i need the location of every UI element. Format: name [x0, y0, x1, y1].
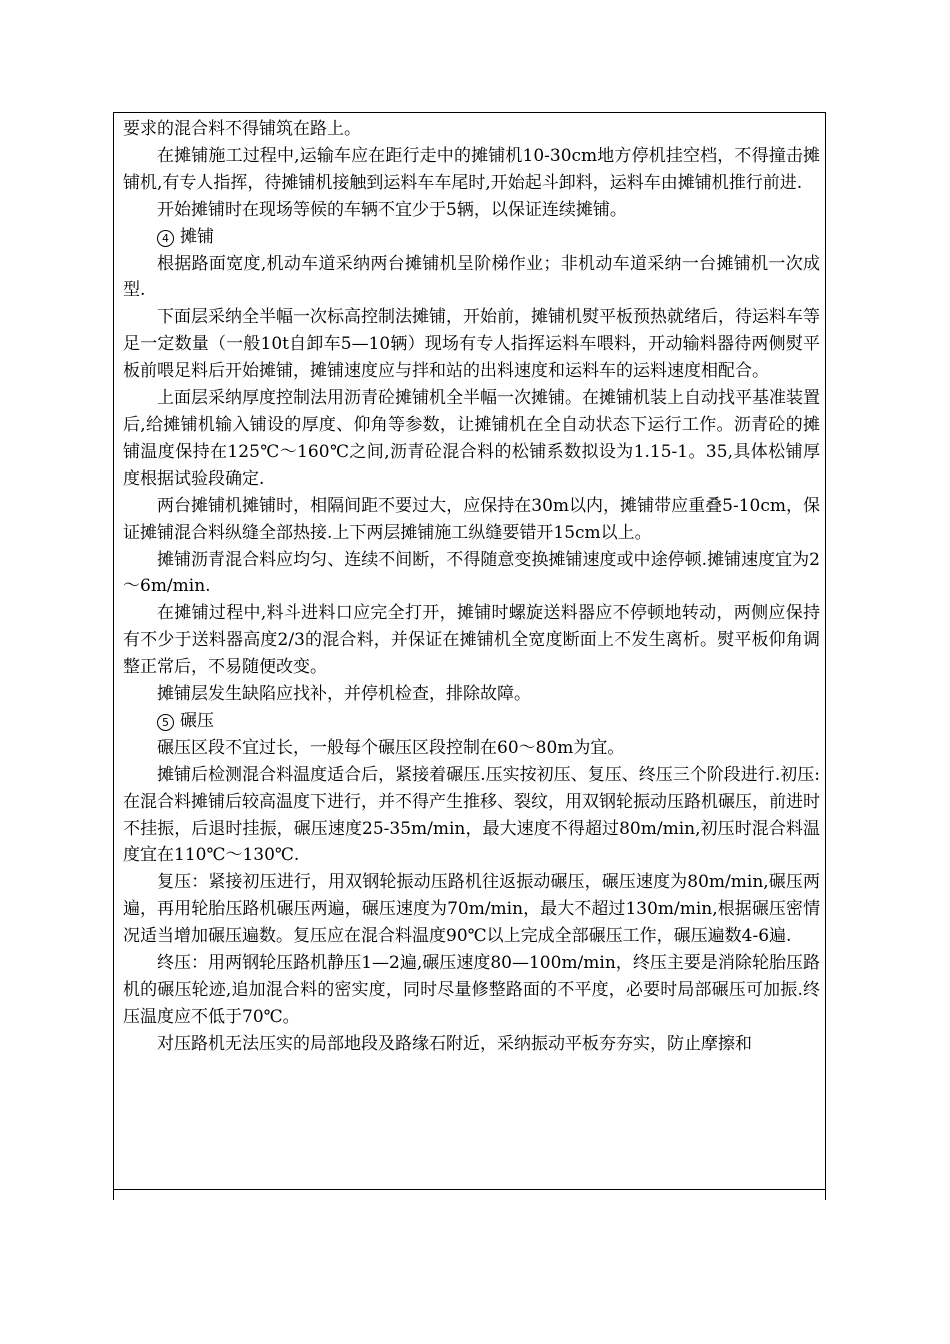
paragraph: 根据路面宽度,机动车道采纳两台摊铺机呈阶梯作业；非机动车道采纳一台摊铺机一次成型. [123, 253, 820, 301]
section-heading-rolling [123, 708, 820, 735]
document-body [123, 116, 820, 1058]
paragraph: 摊铺层发生缺陷应找补，并停机检查，排除故障。 [157, 684, 531, 705]
document-frame [113, 112, 826, 1200]
table-row-divider [114, 1189, 825, 1190]
paragraph: 终压：用两钢轮压路机静压1—2遍,碾压速度80—100m/min，终压主要是消除轮胎压路机的碾压轮迹,追加混合料的密实度，同时尽量修整路面的不平度，必要时局部碾压可加振.终压温度应不低于70℃。 [123, 953, 820, 1027]
paragraph: 摊铺后检测混合料温度适合后，紧接着碾压.压实按初压、复压、终压三个阶段进行.初压:在混合料摊铺后较高温度下进行，并不得产生推移、裂纹，用双钢轮振动压路机碾压，前进时不挂振，后退时挂振，碾压速度25-35m/min，最大速度不得超过80m/min,初压时混合料温度宜在110℃～130℃. [123, 764, 820, 866]
section-heading-label: 碾压 [180, 710, 214, 731]
section-heading-label: 摊铺 [180, 226, 214, 247]
circled-number-4: 4 [157, 230, 174, 247]
paragraph: 两台摊铺机摊铺时，相隔间距不要过大，应保持在30m以内，摊铺带应重叠5-10cm，保证摊铺混合料纵缝全部热接.上下两层摊铺施工纵缝要错开15cm以上。 [123, 495, 820, 543]
paragraph: 下面层采纳全半幅一次标高控制法摊铺，开始前，摊铺机熨平板预热就绪后，待运料车等足一定数量（一般10t自卸车5—10辆）现场有专人指挥运料车喂料，开动输料器待两侧熨平板前喂足料后开始摊铺，摊铺速度应与拌和站的出料速度和运料车的运料速度相配合。 [123, 307, 820, 382]
section-heading-paving [123, 224, 820, 251]
circled-number-5: 5 [157, 714, 174, 731]
paragraph: 上面层采纳厚度控制法用沥青砼摊铺机全半幅一次摊铺。在摊铺机装上自动找平基准装置后,给摊铺机输入铺设的厚度、仰角等参数，让摊铺机在全自动状态下运行工作。沥青砼的摊铺温度保持在125℃～160℃之间,沥青砼混合料的松铺系数拟设为1.15-1。35,具体松铺厚度根据试验段确定. [123, 388, 820, 489]
paragraph: 开始摊铺时在现场等候的车辆不宜少于5辆，以保证连续摊铺。 [157, 199, 627, 220]
paragraph: 复压：紧接初压进行，用双钢轮振动压路机往返振动碾压，碾压速度为80m/min,碾压两遍，再用轮胎压路机碾压两遍，碾压速度为70m/min，最大不超过130m/min,根据碾压密情况适当增加碾压遍数。复压应在混合料温度90℃以上完成全部碾压工作，碾压遍数4-6遍. [123, 872, 820, 947]
paragraph: 在摊铺过程中,料斗进料口应完全打开，摊铺时螺旋送料器应不停顿地转动，两侧应保持有不少于送料器高度2/3的混合料，并保证在摊铺机全宽度断面上不发生离析。熨平板仰角调整正常后，不易随便改变。 [123, 603, 820, 678]
paragraph: 摊铺沥青混合料应均匀、连续不间断，不得随意变换摊铺速度或中途停顿.摊铺速度宜为2～6m/min. [123, 549, 820, 597]
paragraph: 要求的混合料不得铺筑在路上。 [123, 119, 361, 139]
paragraph: 在摊铺施工过程中,运输车应在距行走中的摊铺机10-30cm地方停机挂空档，不得撞击摊铺机,有专人指挥，待摊铺机接触到运料车车尾时,开始起斗卸料，运料车由摊铺机推行前进. [123, 145, 820, 193]
paragraph: 碾压区段不宜过长，一般每个碾压区段控制在60～80m为宜。 [157, 737, 625, 758]
paragraph: 对压路机无法压实的局部地段及路缘石附近，采纳振动平板夯夯实，防止摩擦和 [157, 1033, 752, 1054]
